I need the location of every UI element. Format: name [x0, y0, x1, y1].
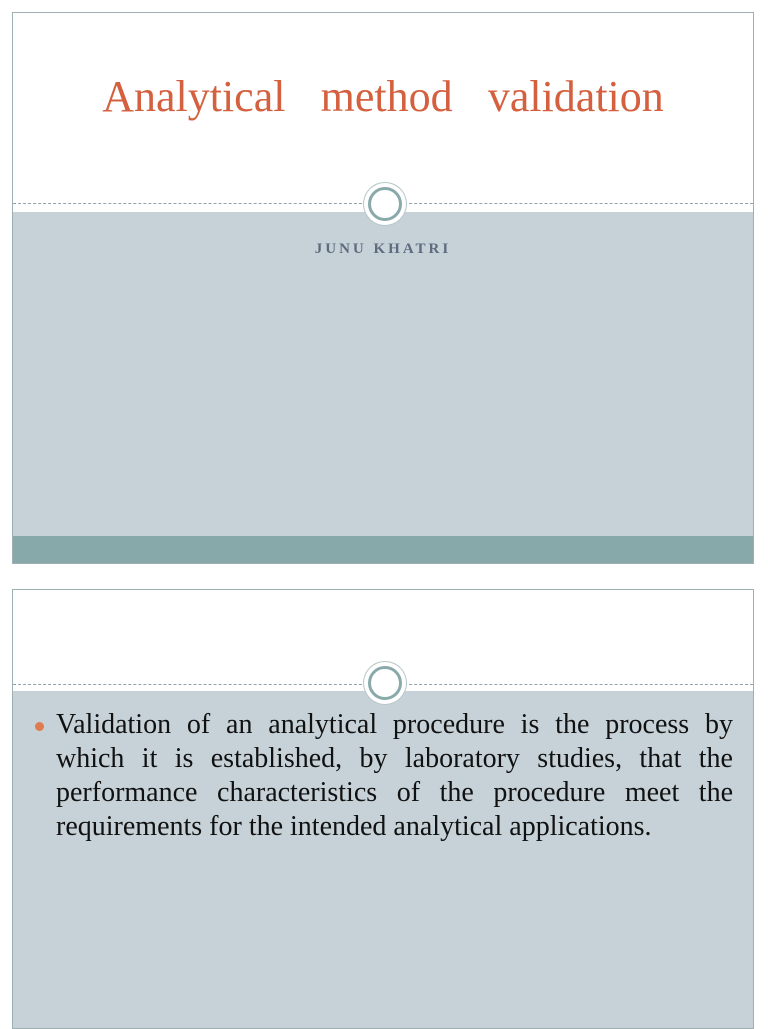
list-item	[35, 708, 733, 844]
circle-ornament-icon	[368, 666, 402, 700]
slide-title: Analytical method validation	[102, 72, 664, 121]
slide-body	[13, 212, 753, 536]
content-slide	[12, 589, 754, 1029]
footer-band	[13, 536, 753, 563]
author-name: JUNU KHATRI	[314, 241, 452, 257]
title-slide	[12, 12, 754, 564]
bullet-list	[35, 708, 733, 844]
circle-ornament-icon	[368, 187, 402, 221]
bullet-text: Validation of an analytical procedure is the process by which it is established, by laboratory studies, that the performance characteristics of the procedure meet the requirements for the intended analytical applications.	[56, 709, 733, 842]
bullet-icon	[35, 722, 44, 731]
